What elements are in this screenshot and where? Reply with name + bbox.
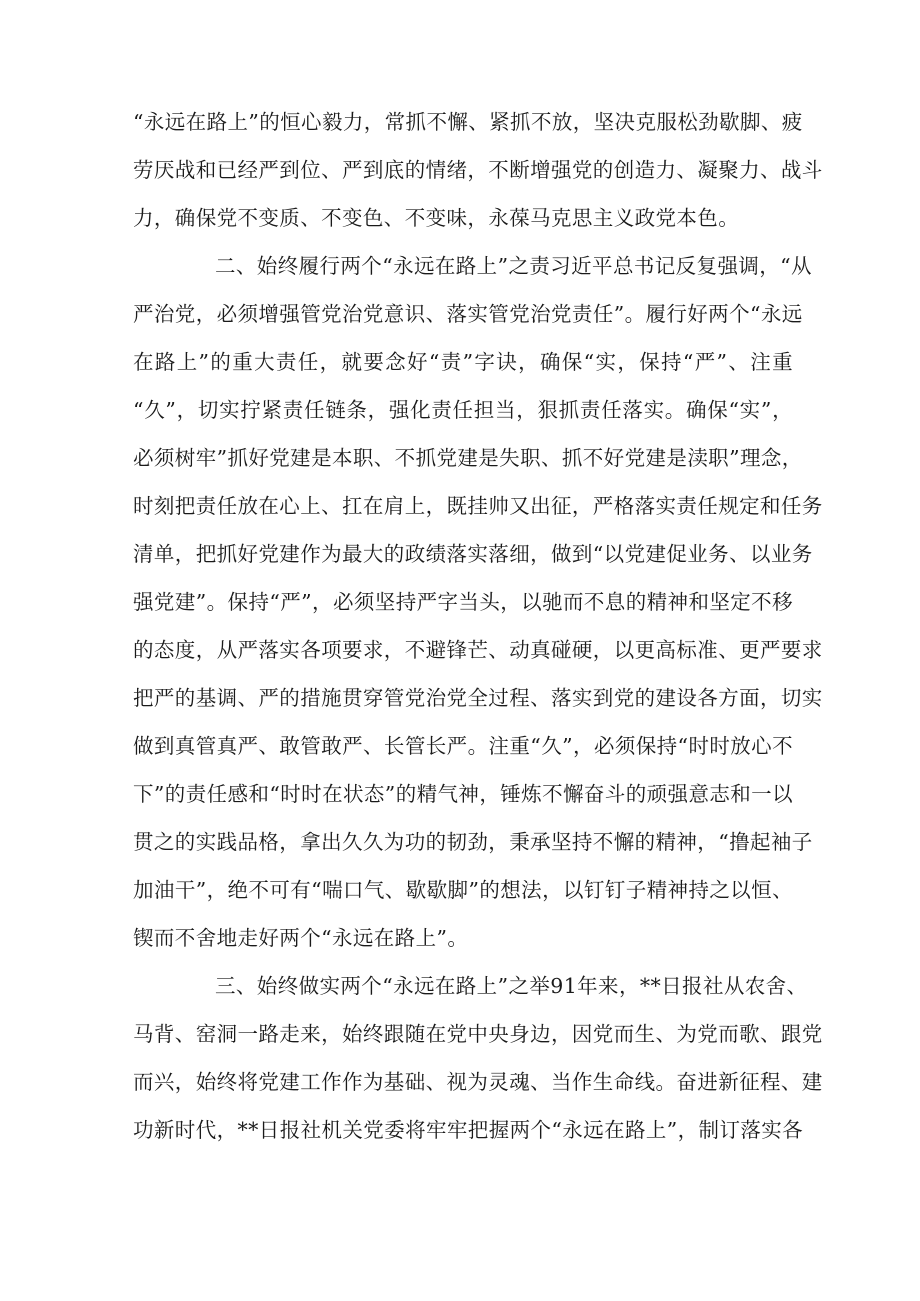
text-line: “久”，切实拧紧责任链条，强化责任担当，狠抓责任落实。确保“实”， <box>133 398 793 422</box>
text-line: 锲而不舍地走好两个“永远在路上”。 <box>133 926 469 950</box>
text-line: 劳厌战和已经严到位、严到底的情绪，不断增强党的创造力、凝聚力、战斗 <box>133 158 823 182</box>
text-line: 强党建”。保持“严”，必须坚持严字当头，以驰而不息的精神和坚定不移 <box>133 590 793 614</box>
text-line: 的态度，从严落实各项要求，不避锋芒、动真碰硬，以更高标准、更严要求 <box>133 638 823 662</box>
text-line: 二、始终履行两个“永远在路上”之责习近平总书记反复强调，“从 <box>215 254 812 278</box>
text-line: 而兴，始终将党建工作作为基础、视为灵魂、当作生命线。奋进新征程、建 <box>133 1070 823 1094</box>
text-line: 在路上”的重大责任，就要念好“责”字诀，确保“实，保持“严”、注重 <box>133 350 793 374</box>
paragraph-2 <box>133 242 823 962</box>
text-line: 清单，把抓好党建作为最大的政绩落实落细，做到“以党建促业务、以业务 <box>133 542 813 566</box>
text-line: 把严的基调、严的措施贯穿管党治党全过程、落实到党的建设各方面，切实 <box>133 686 823 710</box>
text-line: 马背、窑洞一路走来，始终跟随在党中央身边，因党而生、为党而歌、跟党 <box>133 1022 823 1046</box>
text-line: 三、始终做实两个“永远在路上”之举91年来，**日报社从农舍、 <box>215 974 808 998</box>
text-line: 做到真管真严、敢管敢严、长管长严。注重“久”，必须保持“时时放心不 <box>133 734 793 758</box>
text-line: 力，确保党不变质、不变色、不变味，永葆马克思主义政党本色。 <box>133 206 740 230</box>
text-line: 下”的责任感和“时时在状态”的精气神，锤炼不懈奋斗的顽强意志和一以 <box>133 782 793 806</box>
text-line: 必须树牢”抓好党建是本职、不抓党建是失职、抓不好党建是渎职”理念， <box>133 446 803 470</box>
paragraph-3 <box>133 962 823 1154</box>
text-line: 时刻把责任放在心上、扛在肩上，既挂帅又出征，严格落实责任规定和任务 <box>133 494 823 518</box>
text-line: “永远在路上”的恒心毅力，常抓不懈、紧抓不放，坚决克服松劲歇脚、疲 <box>133 110 803 134</box>
paragraph-1 <box>133 98 823 242</box>
text-line: 严治党，必须增强管党治党意识、落实管党治党责任”。履行好两个“永远 <box>133 302 803 326</box>
text-line: 加油干”，绝不可有“喘口气、歇歇脚”的想法，以钉钉子精神持之以恒、 <box>133 878 793 902</box>
text-line: 贯之的实践品格，拿出久久为功的韧劲，秉承坚持不懈的精神，“撸起袖子 <box>133 830 813 854</box>
text-line: 功新时代，**日报社机关党委将牢牢把握两个“永远在路上”，制订落实各 <box>133 1118 804 1142</box>
